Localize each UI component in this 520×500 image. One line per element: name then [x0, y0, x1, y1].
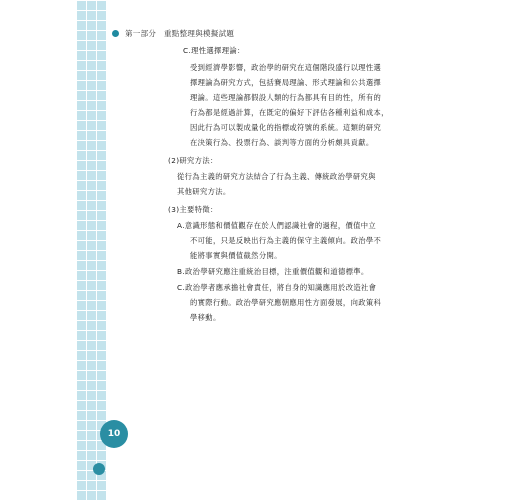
page-number: 10 [107, 429, 121, 439]
paragraph-line: 擇理論為研究方式，包括賽局理論、形式理論和公共選擇 [190, 78, 382, 87]
section-c-heading: C.理性選擇理論： [183, 46, 245, 55]
feature-c-line: 學移動。 [190, 313, 221, 322]
feature-c-line: 的實際行動。政治學研究應朝應用性方面發展，向政策科 [190, 298, 382, 307]
paragraph-line: 在決策行為、投票行為、談判等方面的分析頗具貢獻。 [190, 138, 374, 147]
paragraph-line: 行為都是經過計算，在既定的偏好下評估各種利益和成本， [190, 108, 389, 117]
features-heading: (3)主要特徵： [168, 205, 218, 214]
page-number-badge [100, 420, 128, 448]
feature-c-line: C.政治學者應承擔社會責任，將自身的知識應用於改造社會 [177, 283, 377, 292]
paragraph-line: 從行為主義的研究方法結合了行為主義、傳統政治學研究與 [177, 172, 376, 181]
feature-a-line: 不可能，只是反映出行為主義的保守主義傾向。政治學不 [190, 236, 382, 245]
paragraph-line: 受到經濟學影響，政治學的研究在這個階段盛行以理性選 [190, 63, 382, 72]
method-heading: (2)研究方法： [168, 156, 218, 165]
header-title: 第一部分 重點整理與模擬試題 [125, 28, 235, 38]
paragraph-line: 因此行為可以製成量化的指標或符號的系統。這類的研究 [190, 123, 382, 132]
decorative-dot [93, 463, 105, 475]
paragraph-line: 理論。這些理論都假設人類的行為都具有目的性，所有的 [190, 93, 382, 102]
paragraph-line: 其他研究方法。 [177, 187, 231, 196]
feature-b-line: B.政治學研究應注重統治目標，注重價值觀和道德標準。 [177, 267, 369, 276]
feature-a-line: A.意識形態和價值觀存在於人們認識社會的過程，價值中立 [177, 221, 377, 230]
feature-a-line: 能將事實與價值截然分開。 [190, 251, 282, 260]
